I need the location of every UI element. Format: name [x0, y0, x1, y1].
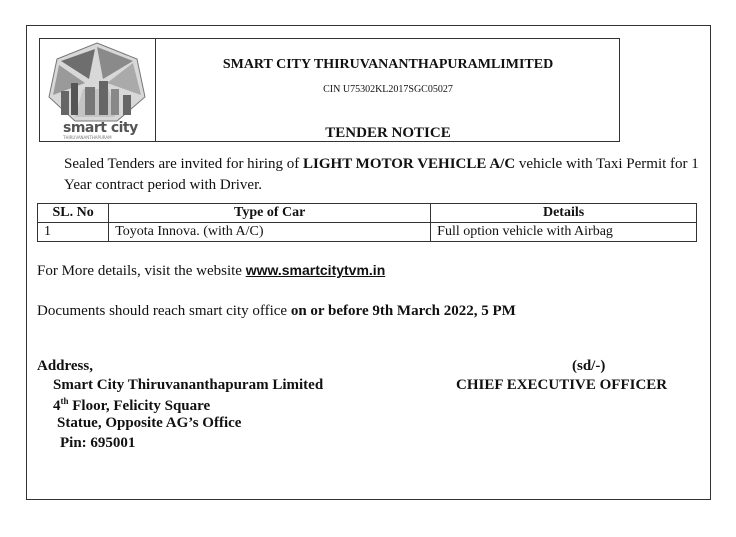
address-line-2 — [53, 396, 210, 415]
intro-prefix: Sealed Tenders are invited for hiring of — [64, 156, 304, 172]
cell-sl-no: 1 — [38, 223, 109, 242]
notice-title: TENDER NOTICE — [325, 125, 451, 141]
cell-type-of-car: Toyota Innova. (with A/C) — [109, 223, 431, 242]
header-details: Details — [431, 204, 697, 223]
deadline-prefix: Documents should reach smart city office — [37, 303, 291, 319]
address-label: Address, — [37, 358, 93, 374]
floor-rest: Floor, Felicity Square — [68, 398, 211, 414]
logo-cell — [39, 38, 156, 142]
signatory-title: CHIEF EXECUTIVE OFFICER — [456, 377, 668, 393]
header-sl-no: SL. No — [38, 204, 109, 223]
table-header-row — [38, 204, 697, 223]
logo-subtext: THIRUVANANTHAPURAM — [63, 135, 112, 140]
header-type-of-car: Type of Car — [109, 204, 431, 223]
logo-text: smart city — [63, 120, 138, 136]
cell-details: Full option vehicle with Airbag — [431, 223, 697, 242]
floor-number: 4 — [53, 398, 61, 414]
address-line-1: Smart City Thiruvananthapuram Limited — [53, 377, 324, 393]
more-details-prefix: For More details, visit the website — [37, 263, 246, 279]
address-pin: Pin: 695001 — [60, 435, 136, 451]
floor-suffix: th — [60, 396, 69, 406]
smart-city-logo-icon — [45, 41, 149, 123]
organization-name: SMART CITY THIRUVANANTHAPURAMLIMITED — [222, 57, 554, 72]
more-details-line — [37, 262, 385, 280]
address-line-3: Statue, Opposite AG’s Office — [57, 415, 242, 431]
website-link[interactable]: www.smartcitytvm.in — [245, 262, 386, 278]
intro-vehicle-type: LIGHT MOTOR VEHICLE A/C — [303, 156, 516, 172]
intro-paragraph — [64, 154, 704, 196]
deadline-line — [37, 303, 516, 320]
cin-number: CIN U75302KL2017SGC05027 — [323, 84, 453, 95]
vehicle-table — [37, 203, 697, 242]
deadline-date: on or before 9th March 2022, 5 PM — [290, 303, 516, 319]
signature-sd: (sd/-) — [572, 358, 606, 374]
intro-suffix: vehicle with Taxi Permit for 1 Year contract period with Driver. — [64, 156, 699, 193]
table-row — [38, 223, 697, 242]
